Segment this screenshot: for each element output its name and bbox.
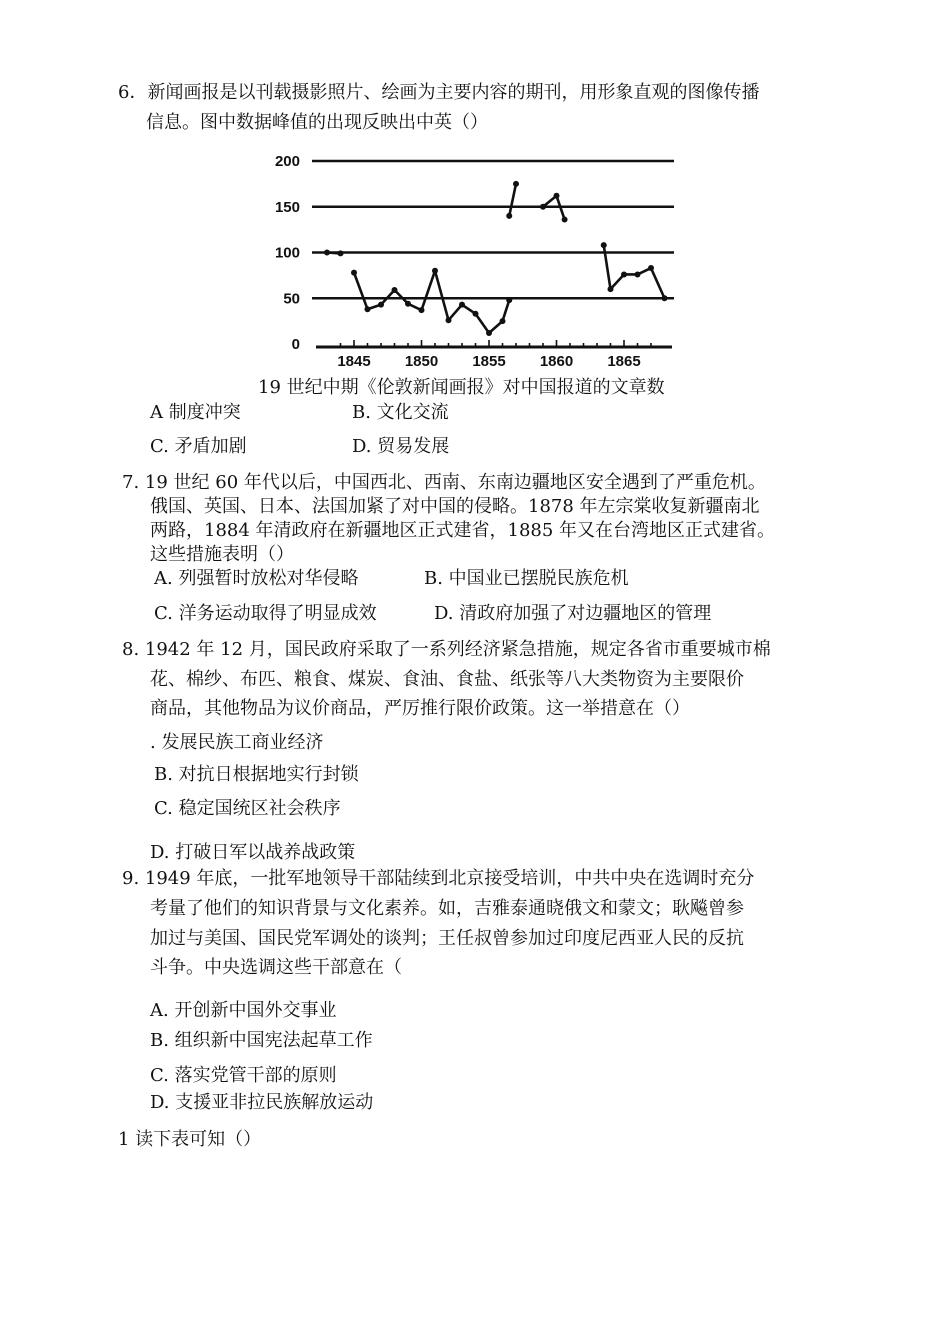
q7-option-c[interactable]: C. 洋务运动取得了明显成效 [154,603,377,624]
q9-option-d[interactable]: D. 支援亚非拉民族解放运动 [150,1092,374,1113]
q7-stem-line1: 7. 19 世纪 60 年代以后，中国西北、西南、东南边疆地区安全遇到了严重危机。 [122,472,766,493]
q8-option-d[interactable]: D. 打破日军以战养战政策 [150,842,356,863]
data-point [378,302,384,308]
data-point [540,204,546,210]
data-point [621,271,627,277]
data-point [500,318,506,324]
data-point [473,311,479,317]
q6-option-d[interactable]: D. 贸易发展 [352,436,450,457]
data-point [486,330,492,336]
q8-option-c[interactable]: C. 稳定国统区社会秩序 [154,798,341,819]
data-point [324,250,330,256]
data-point [365,306,371,312]
q9-stem-line1: 9. 1949 年底，一批军地领导干部陆续到北京接受培训，中共中央在选调时充分 [122,868,755,889]
x-tick-label: 1845 [337,353,371,370]
q6-option-a[interactable]: A 制度冲突 [150,402,241,423]
data-point [513,181,519,187]
q9-stem-line2: 考量了他们的知识背景与文化素养。如，吉雅泰通晓俄文和蒙文；耿飚曾参 [150,898,744,919]
data-point [392,287,398,293]
q9-stem-line3: 加过与美国、国民党军调处的谈判；王任叔曾参加过印度尼西亚人民的反抗 [150,928,744,949]
q8-option-b[interactable]: B. 对抗日根据地实行封锁 [154,764,359,785]
chart-x-axis [316,340,672,370]
q10-stem-line1: 1 读下表可知（） [118,1129,262,1150]
data-point [635,271,641,277]
x-tick-label: 1855 [472,353,506,370]
q6-chart-caption: 19 世纪中期《伦敦新闻画报》对中国报道的文章数 [258,377,665,398]
q7-option-b[interactable]: B. 中国业已摆脱民族危机 [424,568,629,589]
data-point [648,265,654,271]
q7-stem-line2: 俄国、英国、日本、法国加紧了对中国的侵略。1878 年左宗棠收复新疆南北 [150,496,760,517]
data-point [662,295,668,301]
q9-option-b[interactable]: B. 组织新中国宪法起草工作 [150,1030,373,1051]
y-tick-label: 200 [274,153,300,170]
data-point [562,217,568,223]
data-point [419,307,425,313]
chart-series [324,181,668,336]
chart-y-axis-labels [275,153,300,353]
article-count-chart [270,150,690,372]
data-line-segment [354,271,509,333]
q6-stem-line1: 6．新闻画报是以刊载摄影照片、绘画为主要内容的期刊，用形象直观的图像传播 [118,82,760,103]
data-point [506,213,512,219]
q7-option-a[interactable]: A. 列强暂时放松对华侵略 [154,568,359,589]
data-line-segment [509,184,516,216]
q9-option-c[interactable]: C. 落实党管干部的原则 [150,1065,337,1086]
data-point [446,317,452,323]
q6-option-c[interactable]: C. 矛盾加剧 [150,436,247,457]
q9-stem-line4: 斗争。中央选调这些干部意在（ [150,957,402,978]
q8-stem-line3: 商品，其他物品为议价商品，严厉推行限价政策。这一举措意在（） [150,698,690,719]
data-point [554,193,560,199]
y-tick-label: 150 [274,198,300,216]
q8-stem-line2: 花、棉纱、布匹、粮食、煤炭、食油、食盐、纸张等八大类物资为主要限价 [150,669,744,690]
x-tick-label: 1850 [404,353,439,370]
data-point [506,297,512,303]
data-point [601,242,607,248]
q6-option-b[interactable]: B. 文化交流 [352,402,449,423]
data-point [338,250,344,256]
q7-stem-line4: 这些措施表明（） [150,544,294,565]
data-point [405,301,411,307]
data-point [432,268,438,274]
y-tick-label: 100 [274,244,300,262]
x-tick-label: 1865 [607,353,641,370]
q8-stem-line1: 8. 1942 年 12 月，国民政府采取了一系列经济紧急措施，规定各省市重要城市棉 [122,639,771,660]
data-point [608,286,614,292]
q7-stem-line3: 两路，1884 年清政府在新疆地区正式建省，1885 年又在台湾地区正式建省。 [150,520,776,541]
data-point [351,270,357,276]
data-point [459,302,465,308]
y-tick-label: 50 [283,290,300,308]
q7-option-d[interactable]: D. 清政府加强了对边疆地区的管理 [434,603,712,624]
y-tick-label: 0 [291,336,300,353]
q6-stem-line2: 信息。图中数据峰值的出现反映出中英（） [146,112,488,133]
x-tick-label: 1860 [539,353,574,370]
q8-option-a[interactable]: . 发展民族工商业经济 [150,732,324,753]
q9-option-a[interactable]: A. 开创新中国外交事业 [150,1000,337,1021]
